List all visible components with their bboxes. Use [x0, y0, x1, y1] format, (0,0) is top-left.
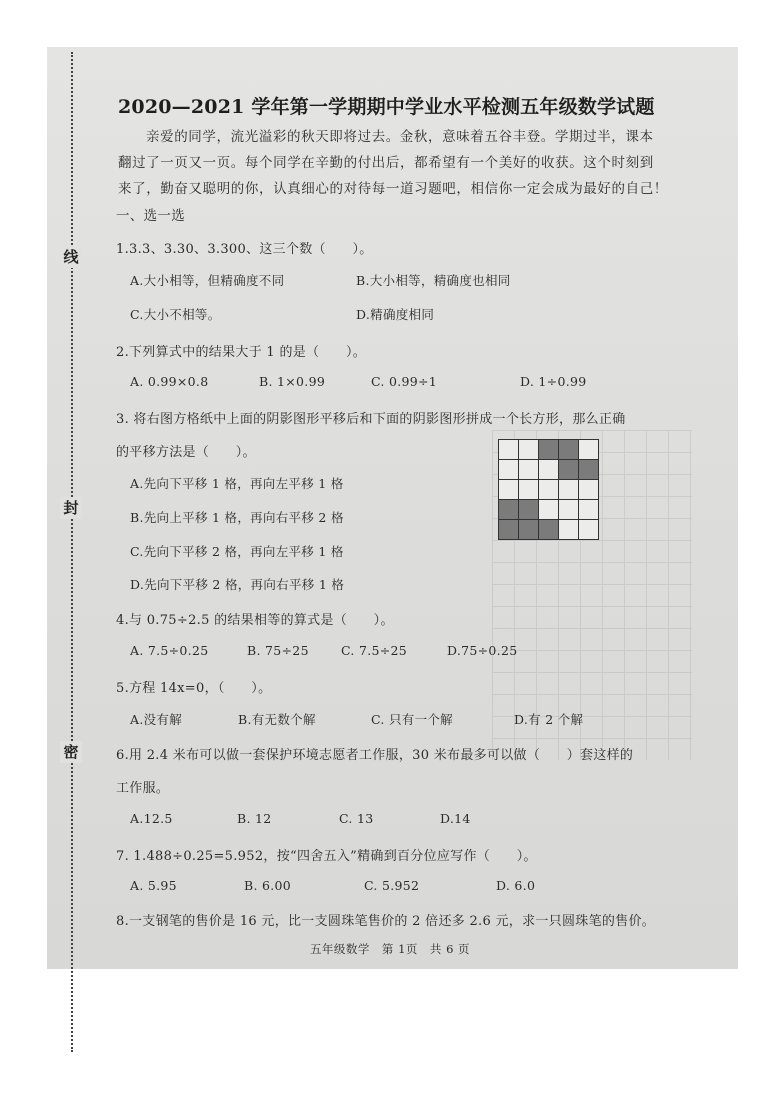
- question-2-stem: 2.下列算式中的结果大于 1 的是（ ）。: [116, 345, 367, 360]
- grid-cell: [499, 440, 519, 460]
- translation-grid-figure: [498, 439, 599, 540]
- grid-cell: [539, 480, 559, 500]
- q4-option-d: D.75÷0.25: [447, 643, 518, 658]
- grid-cell: [539, 500, 559, 520]
- grid-cell-shaded: [579, 460, 599, 480]
- grid-cell: [519, 480, 539, 500]
- question-5-stem: 5.方程 14x=0，（ ）。: [116, 681, 272, 696]
- margin-char-xian: 线: [60, 246, 82, 268]
- q7-option-c: C. 5.952: [364, 878, 420, 893]
- q3-option-b: B.先向上平移 1 格，再向右平移 2 格: [130, 510, 344, 525]
- question-6-stem-line-1: 6.用 2.4 米布可以做一套保护环境志愿者工作服，30 米布最多可以做（ ）套这样的: [116, 748, 634, 763]
- grid-cell: [579, 480, 599, 500]
- q5-option-c: C. 只有一个解: [371, 712, 453, 727]
- q3-option-d: D.先向下平移 2 格，再向右平移 1 格: [130, 577, 345, 592]
- q6-option-b: B. 12: [237, 811, 272, 826]
- q5-option-a: A.没有解: [130, 712, 183, 727]
- question-7-stem: 7. 1.488÷0.25=5.952，按“四舍五入”精确到百分位应写作（ ）。: [116, 849, 537, 864]
- intro-line-1: 亲爱的同学，流光溢彩的秋天即将过去。金秋，意味着五谷丰登。学期过半，课本: [146, 129, 654, 145]
- grid-cell-shaded: [519, 500, 539, 520]
- q2-option-a: A. 0.99×0.8: [130, 374, 209, 389]
- grid-cell: [519, 460, 539, 480]
- grid-cell: [559, 520, 579, 540]
- grid-cell-shaded: [539, 520, 559, 540]
- q5-option-b: B.有无数个解: [238, 712, 316, 727]
- grid-cell: [539, 460, 559, 480]
- q7-option-d: D. 6.0: [496, 878, 536, 893]
- q7-option-b: B. 6.00: [244, 878, 292, 893]
- q4-option-a: A. 7.5÷0.25: [130, 643, 209, 658]
- q1-option-d: D.精确度相同: [356, 307, 435, 322]
- q3-option-a: A.先向下平移 1 格，再向左平移 1 格: [130, 476, 344, 491]
- question-8-stem: 8.一支钢笔的售价是 16 元，比一支圆珠笔售价的 2 倍还多 2.6 元，求一只圆珠笔的售价。: [116, 914, 656, 929]
- grid-cell-shaded: [559, 440, 579, 460]
- grid-cell-shaded: [539, 440, 559, 460]
- q1-option-c: C.大小不相等。: [130, 307, 221, 322]
- q7-option-a: A. 5.95: [130, 878, 177, 893]
- question-3-stem-line-1: 3. 将右图方格纸中上面的阴影图形平移后和下面的阴影图形拼成一个长方形，那么正确: [116, 412, 626, 427]
- grid-cell-shaded: [499, 500, 519, 520]
- grid-cell: [499, 480, 519, 500]
- grid-cell: [579, 500, 599, 520]
- q4-option-c: C. 7.5÷25: [341, 643, 408, 658]
- intro-line-2: 翻过了一页又一页。每个同学在辛勤的付出后，都希望有一个美好的收获。这个时刻到: [118, 155, 654, 171]
- q1-option-a: A.大小相等，但精确度不同: [130, 273, 285, 288]
- q2-option-b: B. 1×0.99: [259, 374, 326, 389]
- intro-line-3: 来了，勤奋又聪明的你，认真细心的对待每一道习题吧，相信你一定会成为最好的自己！: [118, 181, 668, 197]
- question-1-stem: 1.3.3、3.30、3.300、这三个数（ ）。: [116, 242, 373, 257]
- binding-dotted-line: [71, 52, 73, 1052]
- q6-option-c: C. 13: [339, 811, 374, 826]
- q2-option-c: C. 0.99÷1: [371, 374, 438, 389]
- grid-cell: [499, 460, 519, 480]
- q4-option-b: B. 75÷25: [247, 643, 309, 658]
- grid-cell-shaded: [519, 520, 539, 540]
- section-heading: 一、选一选: [116, 208, 185, 224]
- q1-option-b: B.大小相等，精确度也相同: [356, 273, 511, 288]
- exam-title: 2020—2021 学年第一学期期中学业水平检测五年级数学试题: [118, 96, 655, 118]
- grid-cell-shaded: [559, 460, 579, 480]
- grid-cell-shaded: [499, 520, 519, 540]
- grid-cell: [559, 500, 579, 520]
- grid-cell: [559, 480, 579, 500]
- grid-cell: [579, 520, 599, 540]
- question-6-stem-line-2: 工作服。: [116, 781, 170, 796]
- q6-option-a: A.12.5: [130, 811, 173, 826]
- q6-option-d: D.14: [440, 811, 471, 826]
- margin-char-mi: 密: [60, 741, 82, 763]
- grid-cell: [519, 440, 539, 460]
- margin-char-feng: 封: [60, 497, 82, 519]
- q3-option-c: C.先向下平移 2 格，再向左平移 1 格: [130, 544, 344, 559]
- q2-option-d: D. 1÷0.99: [520, 374, 587, 389]
- q5-option-d: D.有 2 个解: [514, 712, 584, 727]
- page-footer: 五年级数学 第 1页 共 6 页: [309, 942, 471, 956]
- question-3-stem-line-2: 的平移方法是（ ）。: [116, 445, 256, 460]
- question-4-stem: 4.与 0.75÷2.5 的结果相等的算式是（ ）。: [116, 613, 394, 628]
- grid-cell: [579, 440, 599, 460]
